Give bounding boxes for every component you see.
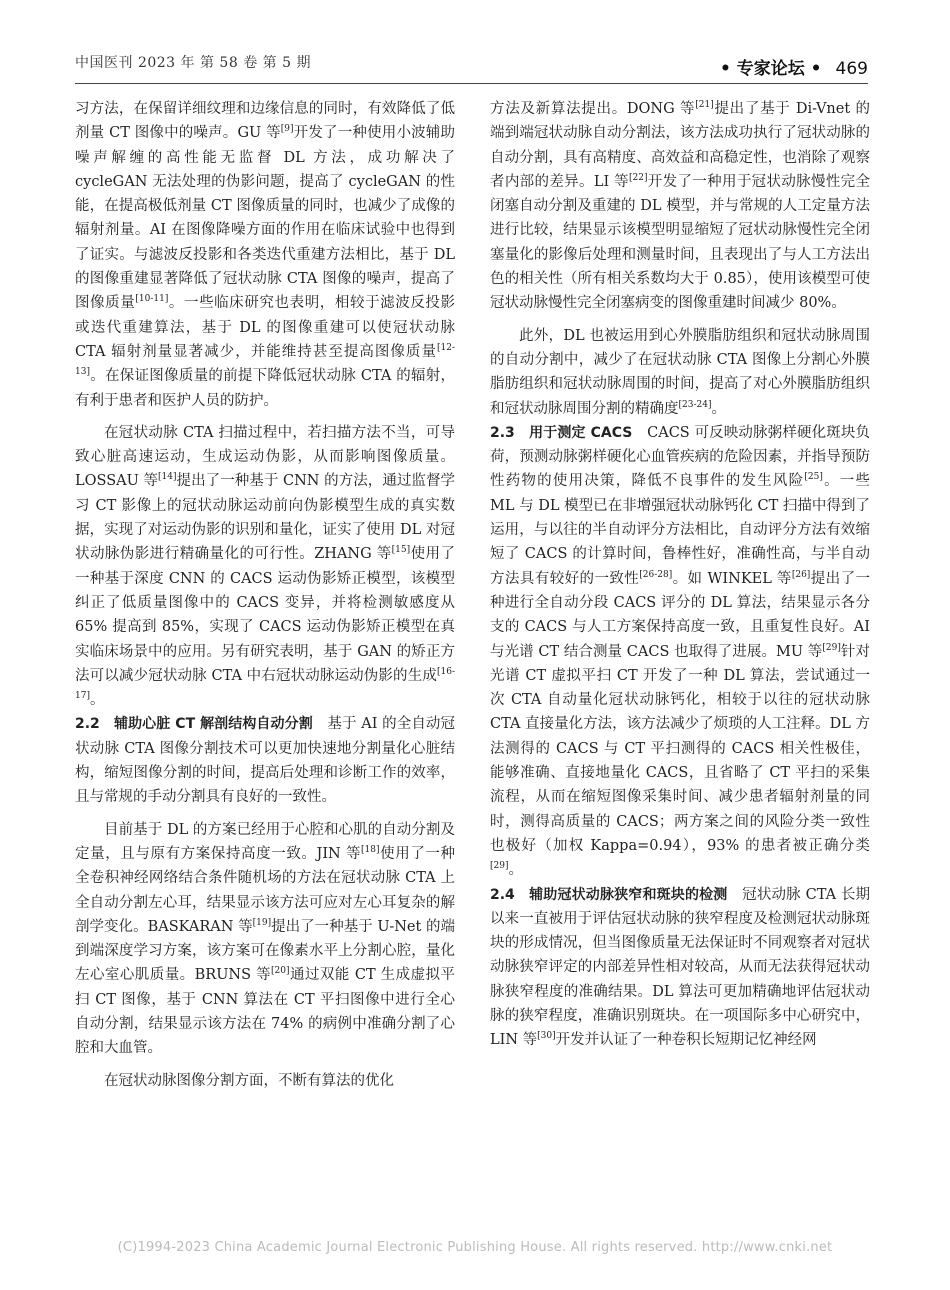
section-heading: 2.4 辅助冠状动脉狭窄和斑块的检测 bbox=[490, 886, 728, 903]
section-heading: 2.2 辅助心脏 CT 解剖结构自动分割 bbox=[75, 716, 313, 733]
citation: [10-11] bbox=[135, 294, 169, 305]
paragraph: 在冠状动脉 CTA 扫描过程中，若扫描方法不当，可导致心脏高速运动，生成运动伪影，从而影响图像质量。LOSSAU 等[14]提出了一种基于 CNN 的方法，通过监督学习 CT 影像上的冠状动脉运动前向伪影模型生成的真实数据，实现了对运动伪影的识别和量化，证实了使用 DL 对冠状动脉伪影进行精确量化的可行性。ZHANG 等[15]使用了一种基于深度 CNN 的 CACS 运动伪影矫正模型，该模型纠正了低质量图像中的 CACS 变异，并将检测敏感度从 65% 提高到 85%，实现了 CACS 运动伪影矫正模型在真实临床场景中的应用。另有研究表明，基于 GAN 的矫正方法可以减少冠状动脉 CTA 中右冠状动脉运动伪影的生成[16-17]。 bbox=[75, 424, 455, 709]
journal-info: 中国医刊 2023 年 第 58 卷 第 5 期 bbox=[75, 55, 311, 71]
citation: [23-24] bbox=[678, 399, 712, 410]
paragraph: 目前基于 DL 的方案已经用于心腔和心肌的自动分割及定量，且与原有方案保持高度一致。JIN 等[18]使用了一种全卷积神经网络结合条件随机场的方法在冠状动脉 CTA 上全自动分割左心耳，结果显示该方法可应对左心耳复杂的解剖学变化。BASKARAN 等[19]提出了一种基于 U-Net 的端到端深度学习方案，该方案可在像素水平上分割心腔，量化左心室心肌质量。BRUNS 等[20]通过双能 CT 生成虚拟平扫 CT 图像，基于 CNN 算法在 CT 平扫图像中进行全心自动分割，结果显示该方法在 74% 的病例中准确分割了心腔和大血管。 bbox=[75, 821, 455, 1057]
citation: [9] bbox=[280, 124, 294, 135]
paragraph: 习方法，在保留详细纹理和边缘信息的同时，有效降低了低剂量 CT 图像中的噪声。GU 等[9]开发了一种使用小波辅助噪声解缠的高性能无监督 DL 方法，成功解决了 cycleGAN 无法处理的伪影问题，提高了 cycleGAN 的性能，在提高极低剂量 CT 图像质量的同时，也减少了成像的辐射剂量。AI 在图像降噪方面的作用在临床试验中也得到了证实。与滤波反投影和各类迭代重建方法相比，基于 DL 的图像重建显著降低了冠状动脉 CTA 图像的噪声，提高了图像质量[10-11]。一些临床研究也表明，相较于滤波反投影或迭代重建算法，基于 DL 的图像重建可以使冠状动脉 CTA 辐射剂量显著减少，并能维持甚至提高图像质量[12-13]。在保证图像质量的前提下降低冠状动脉 CTA 的辐射，有利于患者和医护人员的防护。 bbox=[75, 101, 455, 409]
paragraph: 此外，DL 也被运用到心外膜脂肪组织和冠状动脉周围的自动分割中，减少了在冠状动脉 CTA 图像上分割心外膜脂肪组织和冠状动脉周围的时间，提高了对心外膜脂肪组织和冠状动脉周围分割的精确度[23-24]。 bbox=[490, 327, 870, 417]
paragraph: 在冠状动脉图像分割方面，不断有算法的优化 bbox=[104, 1072, 394, 1089]
section-paragraph: 2.3 用于测定 CACS CACS 可反映动脉粥样硬化斑块负荷，预测动脉粥样硬化心血管疾病的危险因素，并指导预防性药物的使用决策，降低不良事件的发生风险[25]。一些 ML 与 DL 模型已在非增强冠状动脉钙化 CT 扫描中得到了运用，与以往的半自动评分方法相比，自动评分方法有效缩短了 CACS 的计算时间，鲁棒性好，准确性高，与半自动方法具有较好的一致性[26-28]。如 WINKEL 等[26]提出了一种进行全自动分段 CACS 评分的 DL 算法，结果显示各分支的 CACS 与人工方案保持高度一致，且重复性良好。AI 与光谱 CT 结合测量 CACS 也取得了进展。MU 等[29]针对光谱 CT 虚拟平扫 CT 开发了一种 DL 算法，尝试通过一次 CTA 自动量化冠状动脉钙化，相较于以往的冠状动脉 CTA 直接量化方法，该方法减少了烦琐的人工注释。DL 方法测得的 CACS 与 CT 平扫测得的 CACS 相关性极佳，能够准确、直接地量化 CACS，且省略了 CT 平扫的采集流程，从而在缩短图像采集时间、减少患者辐射剂量的同时，测得高质量的 CACS；两方案之间的风险分类一致性也极好（加权 Kappa=0.94），93% 的患者被正确分类[29]。 bbox=[490, 424, 870, 879]
right-column bbox=[490, 97, 870, 1232]
citation: [15] bbox=[391, 545, 411, 556]
citation: [22] bbox=[628, 172, 648, 183]
left-column bbox=[75, 97, 455, 1232]
citation: [14] bbox=[158, 472, 177, 483]
citation: [16-17] bbox=[75, 666, 455, 702]
citation: [29] bbox=[490, 861, 509, 872]
citation: [18] bbox=[361, 844, 380, 855]
paragraph: 方法及新算法提出。DONG 等[21]提出了基于 Di-Vnet 的端到端冠状动脉自动分割法，该方法成功执行了冠状动脉的自动分割，具有高精度、高效益和高稳定性，也消除了观察者内部的差异。LI 等[22]开发了一种用于冠状动脉慢性完全闭塞自动分割及重建的 DL 模型，并与常规的人工定量方法进行比较，结果显示该模型明显缩短了冠状动脉慢性完全闭塞量化的影像后处理和测量时间，且表现出了与人工方法出色的相关性（所有相关系数均大于 0.85），使用该模型可使冠状动脉慢性完全闭塞病变的图像重建时间减少 80%。 bbox=[490, 100, 870, 312]
section-label: • 专家论坛 • bbox=[719, 59, 822, 79]
citation: [26] bbox=[791, 569, 811, 580]
copyright-footer: (C)1994-2023 China Academic Journal Electronic Publishing House. All rights reserved. http://www.cnki.net bbox=[117, 1240, 833, 1255]
citation: [21] bbox=[695, 100, 714, 110]
citation: [19] bbox=[252, 917, 272, 928]
section-paragraph: 2.2 辅助心脏 CT 解剖结构自动分割 基于 AI 的全自动冠状动脉 CTA 图像分割技术可以更加快速地分割量化心脏结构，缩短图像分割的时间，提高后处理和诊断工作的效率，且与常规的手动分割具有良好的一致性。 bbox=[75, 716, 455, 806]
citation: [20] bbox=[271, 966, 290, 977]
citation: [29] bbox=[822, 642, 841, 653]
header-rule bbox=[75, 83, 868, 84]
citation: [30] bbox=[537, 1031, 556, 1042]
section-paragraph: 2.4 辅助冠状动脉狭窄和斑块的检测 冠状动脉 CTA 长期以来一直被用于评估冠状动脉的狭窄程度及检测冠状动脉斑块的形成情况，但当图像质量无法保证时不同观察者对冠状动脉狭窄评定的内部差异性相对较高，从而无法获得冠状动脉狭窄程度的准确结果。DL 算法可更加精确地评估冠状动脉的狭窄程度，准确识别斑块。在一项国际多中心研究中，LIN 等[30]开发并认证了一种卷积长短期记忆神经网 bbox=[490, 886, 870, 1049]
citation: [25] bbox=[804, 472, 823, 483]
section-heading: 2.3 用于测定 CACS bbox=[490, 424, 633, 441]
citation: [12-13] bbox=[75, 342, 455, 378]
page-number: 469 bbox=[835, 59, 868, 79]
page-header-right bbox=[720, 54, 868, 79]
citation: [26-28] bbox=[639, 569, 673, 580]
